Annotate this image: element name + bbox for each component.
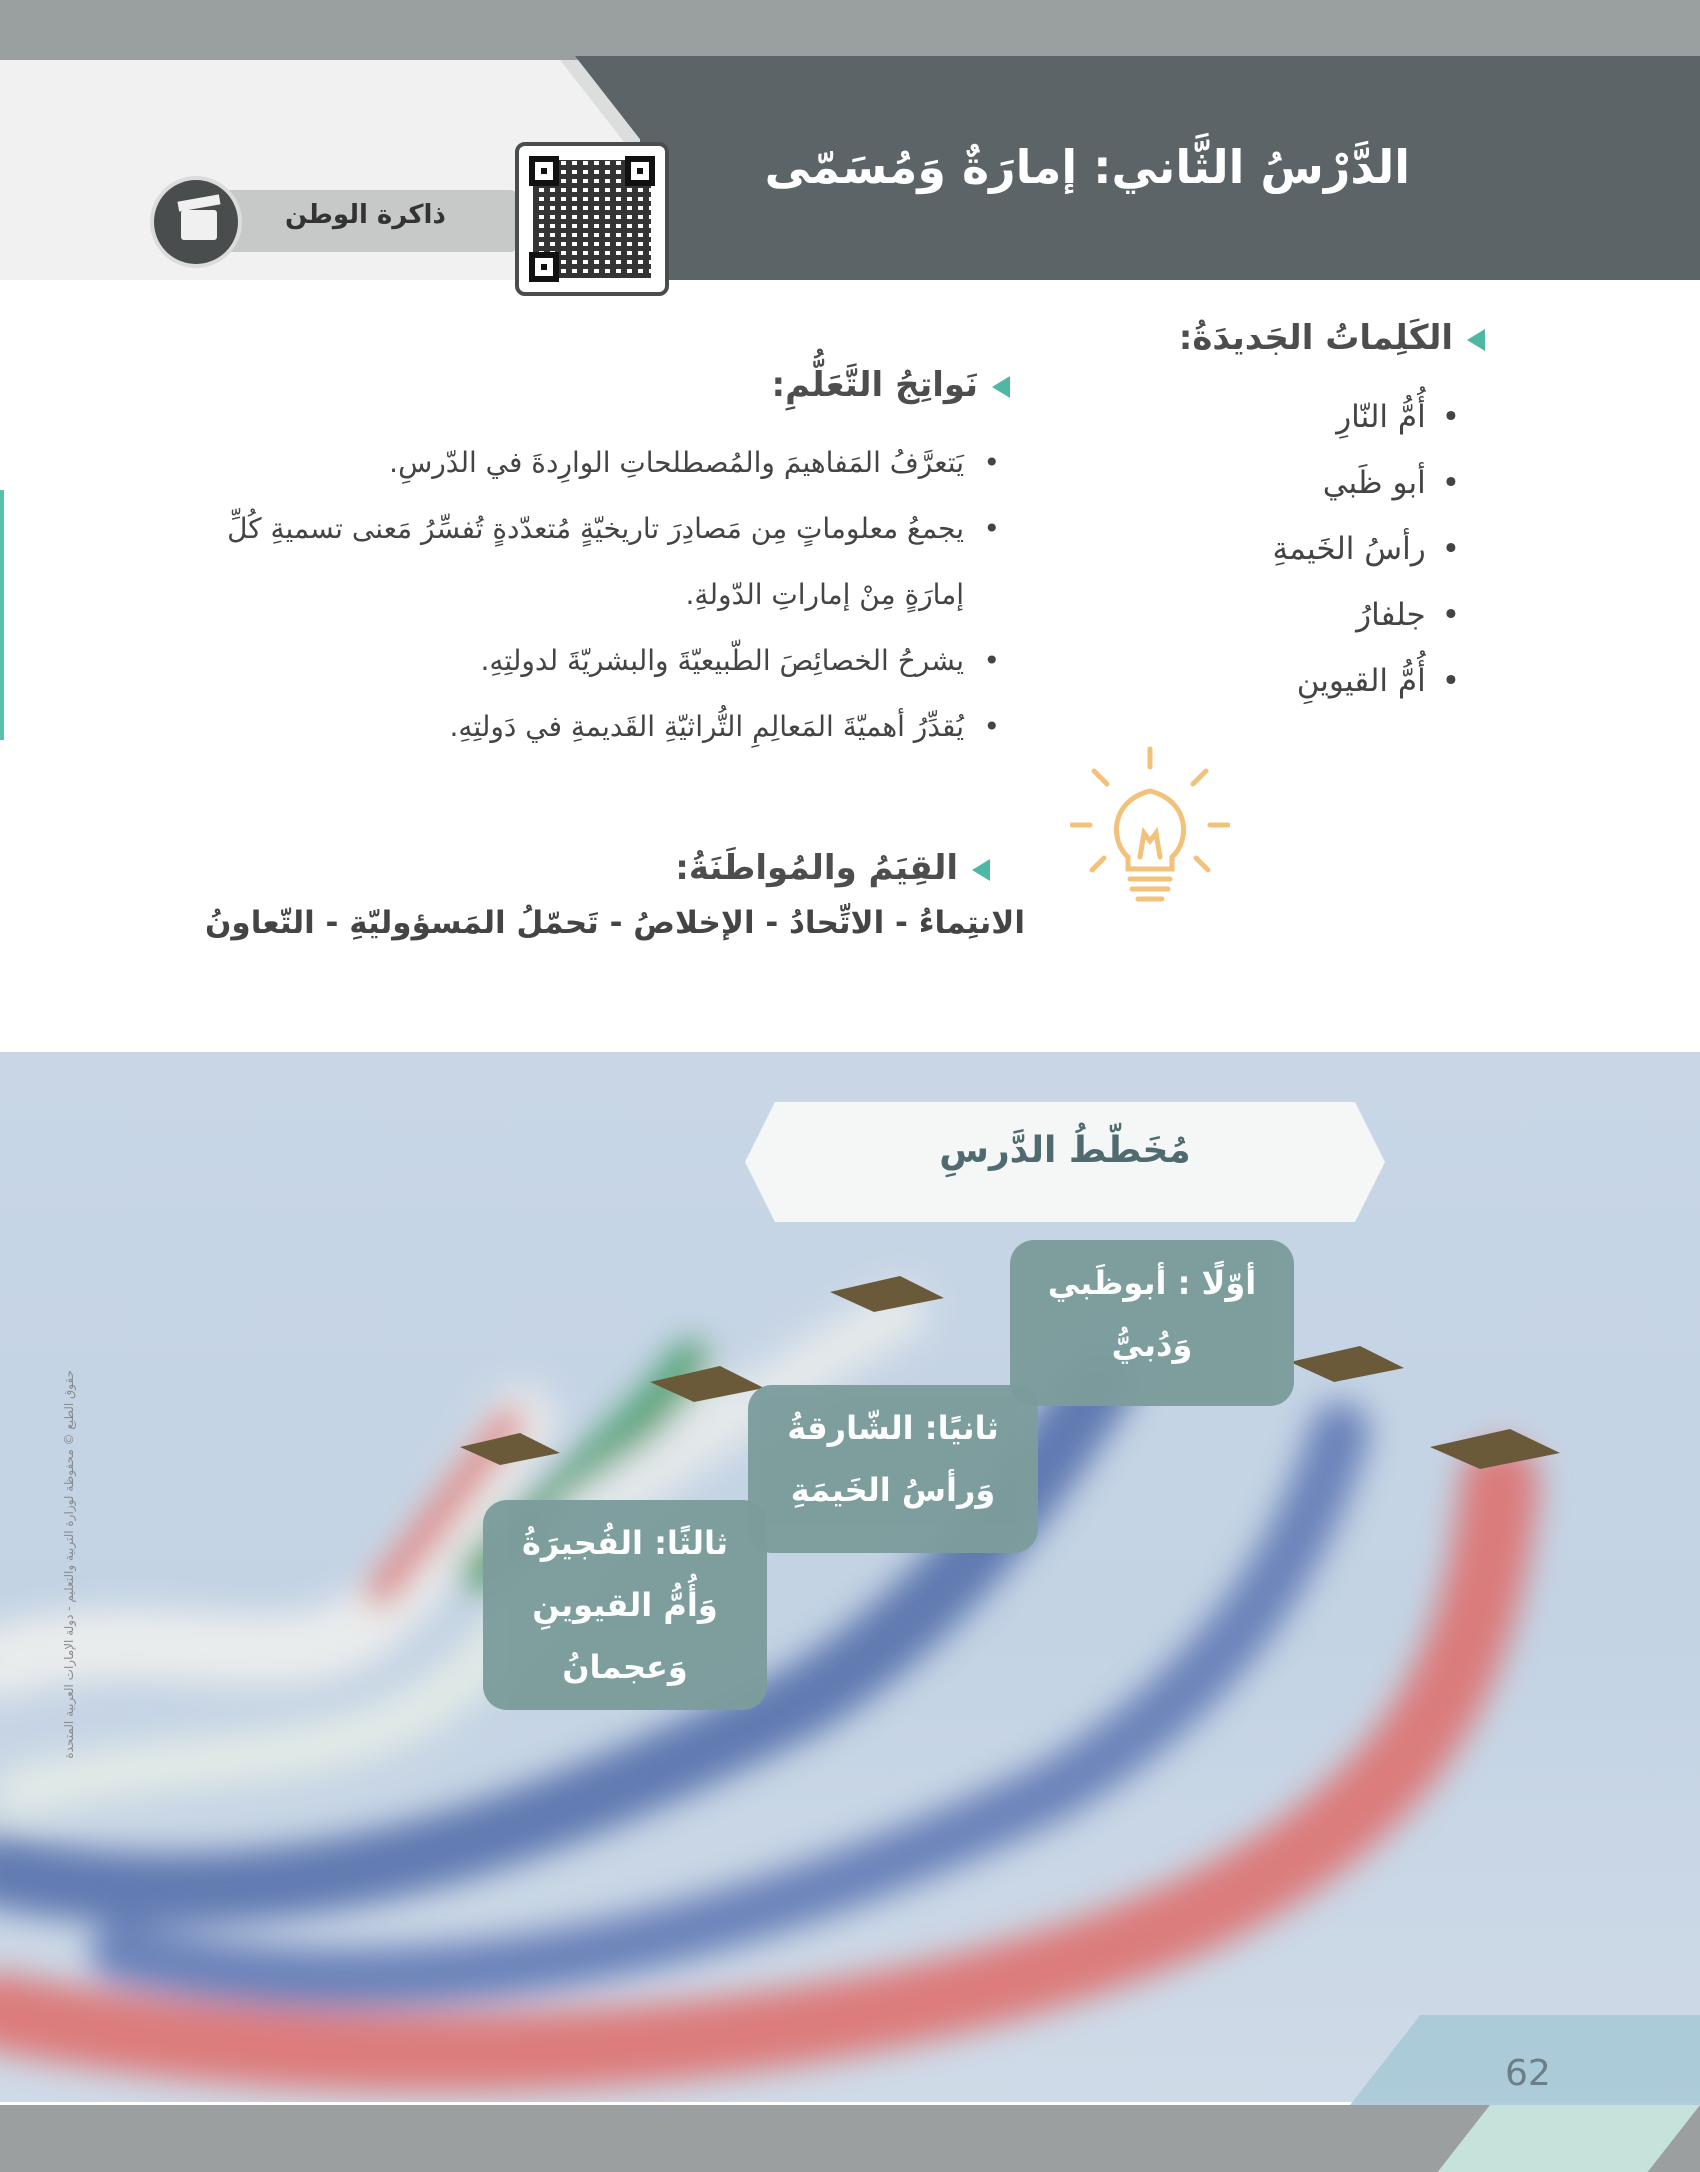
plan-item-line: وَأُمُّ القيوينِ	[532, 1586, 718, 1624]
outcomes-list	[170, 430, 1000, 760]
new-words-list	[1272, 384, 1460, 714]
lightbulb-icon	[1070, 745, 1230, 905]
list-item: • جلفارُ	[1272, 582, 1460, 648]
memory-label[interactable]: ذاكرة الوطن	[285, 200, 446, 230]
list-item: • أُمُّ النّارِ	[1272, 384, 1460, 450]
arrow-icon	[972, 859, 990, 881]
list-item: • يَتعرَّفُ المَفاهيمَ والمُصطلحاتِ الوارِدةَ في الدّرسِ.	[170, 430, 1000, 496]
values-text: الانتِماءُ - الاتِّحادُ - الإخلاصُ - تَحمّلُ المَسؤوليّةِ - التّعاونُ	[204, 905, 1025, 941]
new-words-heading: الكَلِماتُ الجَديدَةُ:	[1179, 318, 1485, 358]
list-item: • رأسُ الخَيمةِ	[1272, 516, 1460, 582]
plan-item-third[interactable]	[483, 1500, 767, 1710]
arrow-icon	[992, 376, 1010, 398]
list-item: • أبو ظَبي	[1272, 450, 1460, 516]
values-heading: القِيَمُ والمُواطَنَةُ:	[675, 848, 990, 888]
copyright-note: حقوق الطبع © محفوظة لوزارة التربية والتعليم - دولة الإمارات العربية المتحدة	[62, 1370, 76, 1759]
top-bar	[0, 0, 1700, 60]
list-item: • يُقدِّرُ أهميّةَ المَعالِمِ التُّراثيّةِ القَديمةِ في دَولتِهِ.	[170, 694, 1000, 760]
page-number: 62	[1505, 2053, 1551, 2094]
outcomes-heading: نَواتِجُ التَّعَلُّمِ:	[772, 365, 1010, 405]
lesson-plan-title: مُخَطّطُ الدَّرسِ	[939, 1130, 1191, 1171]
list-item: • يجمعُ معلوماتٍ مِن مَصادِرَ تاريخيّةٍ مُتعدّدةٍ تُفسِّرُ مَعنى تسميةِ كُلِّ إمارَةٍ مِنْ إماراتِ الدّولةِ.	[170, 496, 1000, 628]
plan-item-line: ثانيًا: الشّارقةُ	[787, 1409, 999, 1447]
plan-item-line: وَدُبيُّ	[1111, 1326, 1193, 1364]
plan-item-first[interactable]	[1010, 1240, 1294, 1406]
plan-item-line: أوّلًا : أبوظَبي	[1047, 1264, 1257, 1302]
lesson-title: الدَّرْسُ الثَّاني: إمارَةٌ وَمُسَمّى	[764, 140, 1410, 194]
list-item: • يشرحُ الخصائِصَ الطّبيعيّةَ والبشريّةَ لدولتِهِ.	[170, 628, 1000, 694]
plan-item-line: وَرأسُ الخَيمَةِ	[790, 1471, 996, 1509]
list-item: • أُمُّ القيوينِ	[1272, 648, 1460, 714]
clapperboard-icon[interactable]	[150, 176, 242, 268]
side-accent-mark	[0, 490, 4, 740]
plan-item-line: وَعجمانُ	[562, 1648, 688, 1686]
plan-item-second[interactable]	[748, 1385, 1038, 1553]
qr-code[interactable]	[515, 142, 669, 296]
arrow-icon	[1467, 329, 1485, 351]
plan-item-line: ثالثًا: الفُجيرَةُ	[522, 1524, 728, 1562]
